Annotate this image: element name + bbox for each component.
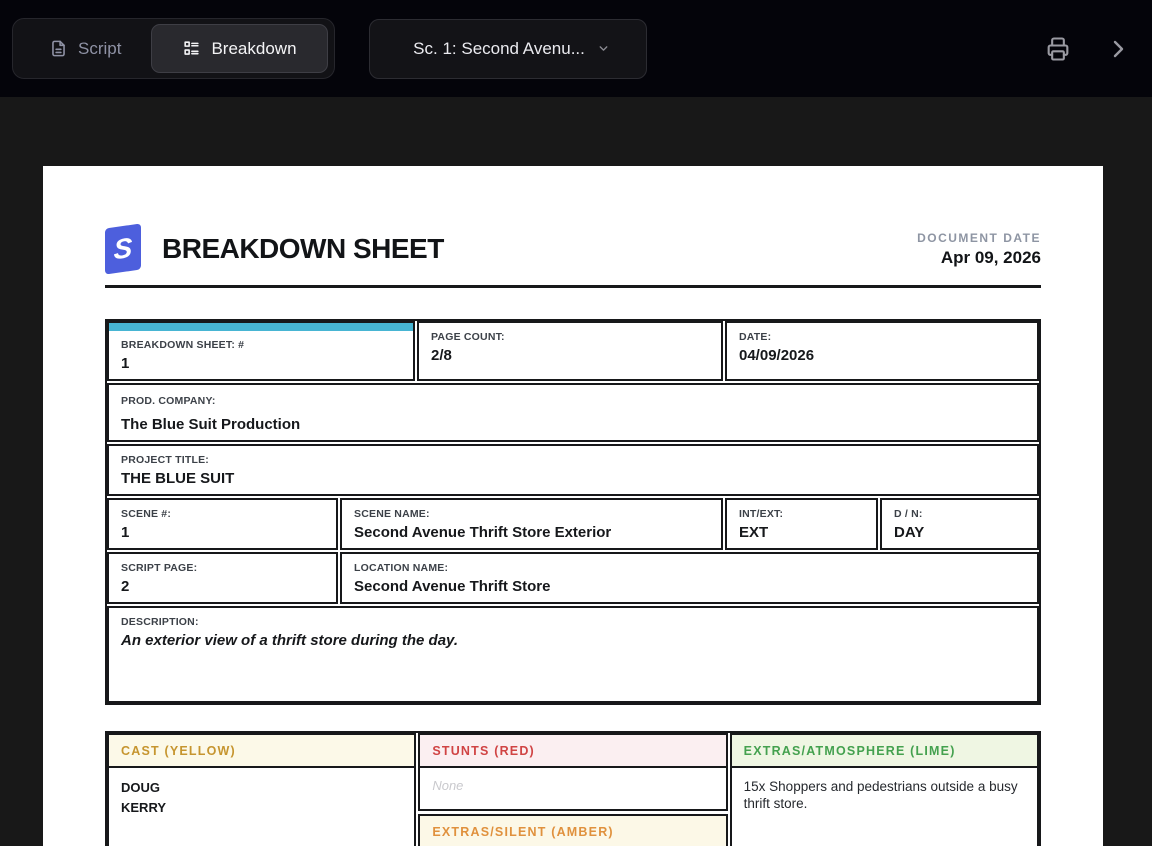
field-value: THE BLUE SUIT <box>121 470 235 487</box>
field-value: 04/09/2026 <box>739 347 815 364</box>
header-divider <box>105 285 1041 288</box>
field-label: PROD. COMPANY: <box>121 395 216 407</box>
category-column-extras-atmosphere <box>730 733 1039 846</box>
chevron-down-icon <box>597 42 610 55</box>
field-project-title <box>107 444 1039 496</box>
field-value: EXT <box>739 524 769 541</box>
field-label: DATE: <box>739 331 772 343</box>
category-cast-items[interactable] <box>109 768 414 846</box>
category-column-stunts <box>418 733 727 846</box>
scene-info-table <box>105 319 1041 705</box>
field-scene-name <box>340 498 723 550</box>
tab-breakdown-label: Breakdown <box>211 38 297 58</box>
tab-script[interactable] <box>19 24 151 73</box>
field-day-night <box>880 498 1039 550</box>
field-page-count <box>417 321 723 381</box>
field-value: DAY <box>894 524 925 541</box>
field-value: The Blue Suit Production <box>121 416 301 433</box>
field-label: LOCATION NAME: <box>354 562 449 574</box>
field-label: SCENE NAME: <box>354 508 430 520</box>
field-int-ext <box>725 498 878 550</box>
document-date-value: Apr 09, 2026 <box>940 247 1041 267</box>
category-stunts <box>418 733 727 811</box>
category-cast <box>107 733 416 846</box>
field-value: Second Avenue Thrift Store Exterior <box>354 524 612 541</box>
category-stunts-header: STUNTS (RED) <box>420 735 725 768</box>
breakdown-sheet-document <box>43 166 1103 846</box>
field-label: D / N: <box>894 508 923 520</box>
tab-script-label: Script <box>78 38 122 58</box>
field-scene-number <box>107 498 338 550</box>
category-stunts-items[interactable] <box>420 768 725 809</box>
page-title: BREAKDOWN SHEET <box>162 233 444 264</box>
field-value: 1 <box>121 524 130 541</box>
field-label: PROJECT TITLE: <box>121 454 209 466</box>
field-breakdown-sheet-number <box>107 321 415 381</box>
next-scene-button[interactable] <box>1106 37 1130 61</box>
category-extras-atmosphere-header: EXTRAS/ATMOSPHERE (LIME) <box>732 735 1037 768</box>
category-cast-header: CAST (YELLOW) <box>109 735 414 768</box>
field-date <box>725 321 1039 381</box>
field-label: SCENE #: <box>121 508 172 520</box>
extras-item: 15x Shoppers and pedestrians outside a busy thrift store. <box>743 779 1018 811</box>
field-label: DESCRIPTION: <box>121 616 199 628</box>
breakdown-list-icon <box>182 39 201 58</box>
sheet-header <box>105 226 1041 272</box>
scene-selector-value: Sc. 1: Second Avenu... <box>413 38 585 58</box>
tab-breakdown[interactable] <box>151 24 327 73</box>
scene-selector-dropdown[interactable] <box>369 19 647 79</box>
cast-item: DOUG <box>121 780 160 795</box>
field-location-name <box>340 552 1039 604</box>
field-prod-company <box>107 383 1039 442</box>
topbar-actions <box>1044 35 1130 63</box>
topbar <box>0 0 1152 97</box>
empty-placeholder: None <box>432 778 464 793</box>
category-extras-atmosphere-items[interactable] <box>732 768 1037 846</box>
field-label: BREAKDOWN SHEET: # <box>121 339 245 351</box>
category-extras-silent <box>418 814 727 846</box>
field-value: An exterior view of a thrift store during the day. <box>121 632 458 649</box>
script-document-icon <box>49 39 68 58</box>
field-description <box>107 606 1039 703</box>
sheet-color-strip <box>109 323 413 331</box>
field-value: 2 <box>121 578 130 595</box>
document-canvas <box>0 97 1152 846</box>
category-extras-silent-header: EXTRAS/SILENT (AMBER) <box>420 816 725 846</box>
field-value: 2/8 <box>431 347 452 364</box>
field-script-page <box>107 552 338 604</box>
category-extras-atmosphere <box>730 733 1039 846</box>
field-label: SCRIPT PAGE: <box>121 562 198 574</box>
field-value: Second Avenue Thrift Store <box>354 578 551 595</box>
category-column-cast <box>107 733 416 846</box>
document-date-label: DOCUMENT DATE <box>917 230 1041 245</box>
cast-item: KERRY <box>121 800 167 815</box>
studiobinder-logo: S <box>105 223 141 274</box>
field-label: INT/EXT: <box>739 508 784 520</box>
document-date <box>917 231 1041 268</box>
breakdown-categories-table <box>105 731 1041 846</box>
print-button[interactable] <box>1044 35 1072 63</box>
field-value: 1 <box>121 355 130 372</box>
field-label: PAGE COUNT: <box>431 331 505 343</box>
view-toggle <box>12 18 335 79</box>
